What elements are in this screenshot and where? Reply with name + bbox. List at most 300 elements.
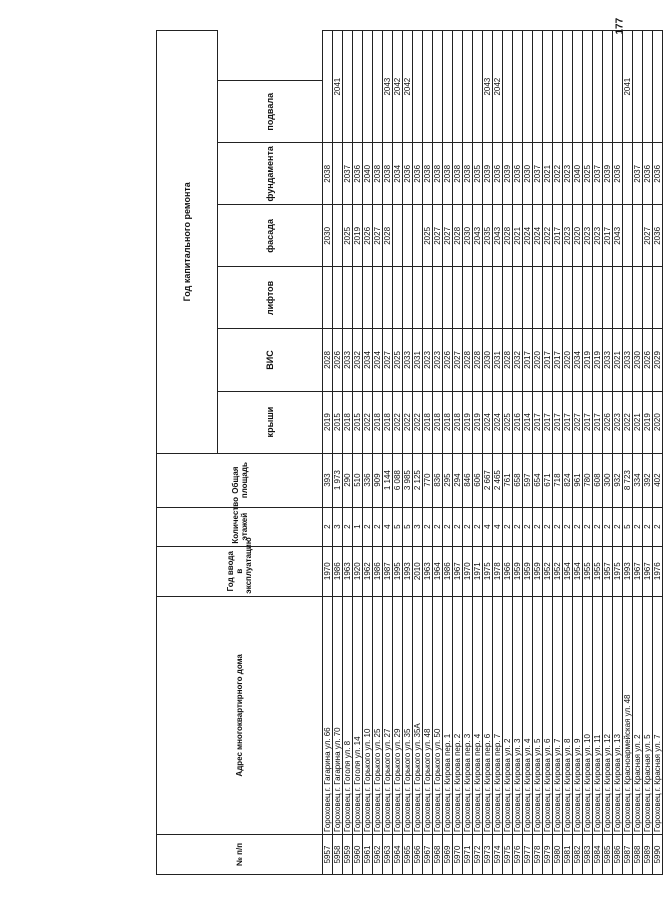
cell-foundation: 2037 [343,143,353,205]
cell-floors: 2 [363,507,373,546]
cell-vis: 2023 [423,329,433,391]
table-row [493,31,503,875]
cell-year: 1967 [643,546,653,596]
cell-roof: 2017 [593,391,603,453]
cell-lifts [363,267,373,329]
cell-area: 780 [583,453,593,507]
table-row [603,31,613,875]
cell-basement [503,31,513,143]
cell-roof: 2019 [323,391,333,453]
table-body [323,31,663,875]
cell-foundation: 2037 [593,143,603,205]
cell-year: 1964 [433,546,443,596]
cell-num: 5959 [343,834,353,874]
cell-num: 5967 [423,834,433,874]
cell-floors: 5 [393,507,403,546]
cell-num: 5969 [443,834,453,874]
cell-year: 1986 [333,546,343,596]
cell-area: 6 088 [393,453,403,507]
cell-facade: 2043 [613,205,623,267]
cell-lifts [323,267,333,329]
cell-num: 5984 [593,834,603,874]
cell-vis: 2030 [633,329,643,391]
cell-foundation: 2038 [423,143,433,205]
cell-floors: 2 [343,507,353,546]
repair-schedule-table [156,30,663,875]
cell-num: 5958 [333,834,343,874]
cell-facade [633,205,643,267]
cell-area: 770 [423,453,433,507]
cell-floors: 4 [483,507,493,546]
cell-floors: 2 [603,507,613,546]
cell-address: Гороховец г. Горького ул. 50 [433,596,443,834]
cell-roof: 2027 [573,391,583,453]
cell-roof: 2018 [433,391,443,453]
cell-num: 5988 [633,834,643,874]
cell-area: 392 [643,453,653,507]
cell-vis: 2019 [593,329,603,391]
cell-basement [613,31,623,143]
cell-floors: 2 [423,507,433,546]
cell-address: Гороховец г. Кирова ул. 5 [533,596,543,834]
cell-basement [463,31,473,143]
cell-lifts [633,267,643,329]
cell-vis: 2026 [643,329,653,391]
cell-roof: 2018 [453,391,463,453]
cell-year: 1954 [573,546,583,596]
cell-num: 5962 [373,834,383,874]
cell-foundation: 2038 [463,143,473,205]
table-row [613,31,623,875]
cell-address: Гороховец г. Кирова пер. 6 [483,596,493,834]
cell-vis: 2020 [533,329,543,391]
cell-foundation: 2039 [503,143,513,205]
cell-basement [563,31,573,143]
cell-year: 1954 [563,546,573,596]
cell-foundation: 2038 [433,143,443,205]
cell-area: 2 667 [483,453,493,507]
cell-foundation: 2036 [653,143,663,205]
cell-lifts [353,267,363,329]
cell-vis: 2034 [573,329,583,391]
cell-floors: 2 [563,507,573,546]
table-row [333,31,343,875]
table-row [473,31,483,875]
cell-address: Гороховец г. Кирова пер. 3 [463,596,473,834]
cell-roof: 2022 [403,391,413,453]
cell-area: 336 [363,453,373,507]
cell-area: 932 [613,453,623,507]
cell-roof: 2017 [563,391,573,453]
cell-floors: 4 [383,507,393,546]
cell-facade [623,205,633,267]
cell-address: Гороховец г. Красная ул. 2 [633,596,643,834]
header-area: Общая площадь [157,453,323,507]
cell-area: 824 [563,453,573,507]
cell-year: 1995 [393,546,403,596]
cell-facade: 2026 [363,205,373,267]
cell-foundation: 2036 [513,143,523,205]
cell-basement [513,31,523,143]
cell-num: 5974 [493,834,503,874]
cell-num: 5960 [353,834,363,874]
cell-lifts [483,267,493,329]
cell-year: 1959 [533,546,543,596]
cell-facade: 2043 [493,205,503,267]
cell-num: 5979 [543,834,553,874]
cell-vis: 2026 [333,329,343,391]
cell-year: 1963 [423,546,433,596]
header-foundation: фундамента [218,143,323,205]
cell-foundation [333,143,343,205]
cell-floors: 2 [553,507,563,546]
cell-facade: 2030 [463,205,473,267]
table-row [463,31,473,875]
cell-year: 1993 [403,546,413,596]
cell-year: 1963 [343,546,353,596]
cell-facade: 2024 [533,205,543,267]
cell-address: Гороховец г. Красная ул. 7 [653,596,663,834]
cell-lifts [623,267,633,329]
cell-basement [473,31,483,143]
cell-facade: 2027 [373,205,383,267]
table-row [573,31,583,875]
cell-num: 5983 [583,834,593,874]
cell-year: 1955 [583,546,593,596]
cell-roof: 2017 [543,391,553,453]
cell-foundation: 2038 [453,143,463,205]
cell-roof: 2017 [583,391,593,453]
cell-foundation: 2038 [443,143,453,205]
table-row [323,31,333,875]
cell-basement [343,31,353,143]
cell-address: Гороховец г. Кирова пер. 1 [443,596,453,834]
cell-floors: 2 [573,507,583,546]
cell-facade: 2027 [443,205,453,267]
cell-address: Гороховец г. Кирова пер. 2 [453,596,463,834]
cell-area: 654 [533,453,543,507]
cell-vis: 2028 [323,329,333,391]
cell-basement [543,31,553,143]
cell-basement [373,31,383,143]
cell-area: 290 [343,453,353,507]
header-roof: крыши [218,391,323,453]
cell-facade [333,205,343,267]
cell-year: 1975 [613,546,623,596]
cell-vis: 2027 [383,329,393,391]
cell-facade: 2027 [643,205,653,267]
header-num: № п/п [157,834,323,874]
cell-foundation: 2037 [533,143,543,205]
cell-address: Гороховец г. Кирова ул. 2 [503,596,513,834]
cell-area: 402 [653,453,663,507]
cell-year: 1978 [493,546,503,596]
table-row [633,31,643,875]
cell-facade: 2024 [523,205,533,267]
cell-area: 393 [323,453,333,507]
cell-num: 5989 [643,834,653,874]
cell-foundation: 2023 [563,143,573,205]
cell-area: 1 973 [333,453,343,507]
cell-basement [453,31,463,143]
cell-foundation: 2040 [363,143,373,205]
cell-basement: 2042 [403,31,413,143]
cell-roof: 2022 [623,391,633,453]
cell-vis: 2032 [513,329,523,391]
cell-area: 295 [443,453,453,507]
cell-basement: 2042 [493,31,503,143]
table-row [643,31,653,875]
cell-basement [443,31,453,143]
cell-roof: 2024 [493,391,503,453]
cell-floors: 2 [453,507,463,546]
cell-lifts [333,267,343,329]
cell-facade: 2025 [423,205,433,267]
cell-basement [363,31,373,143]
cell-facade: 2017 [603,205,613,267]
cell-num: 5982 [573,834,583,874]
cell-basement [603,31,613,143]
cell-area: 3 985 [403,453,413,507]
table-row [533,31,543,875]
cell-foundation: 2025 [583,143,593,205]
cell-facade: 2043 [473,205,483,267]
cell-num: 5973 [483,834,493,874]
cell-lifts [593,267,603,329]
cell-address: Гороховец г. Кирова ул. 8 [563,596,573,834]
cell-year: 1966 [503,546,513,596]
cell-lifts [513,267,523,329]
cell-vis: 2030 [483,329,493,391]
cell-num: 5981 [563,834,573,874]
cell-num: 5970 [453,834,463,874]
cell-year: 1959 [513,546,523,596]
table-row [523,31,533,875]
cell-year: 1975 [483,546,493,596]
cell-address: Гороховец г. Горького ул. 35 [403,596,413,834]
table-row [553,31,563,875]
cell-roof: 2018 [373,391,383,453]
cell-address: Гороховец г. Кирова ул. 11 [593,596,603,834]
cell-area: 658 [513,453,523,507]
cell-lifts [453,267,463,329]
cell-facade [393,205,403,267]
cell-lifts [543,267,553,329]
cell-roof: 2014 [523,391,533,453]
table-row [403,31,413,875]
cell-basement [593,31,603,143]
cell-facade: 2035 [483,205,493,267]
table-row [353,31,363,875]
cell-lifts [533,267,543,329]
cell-floors: 2 [513,507,523,546]
cell-floors: 5 [623,507,633,546]
table-row [373,31,383,875]
cell-area: 718 [553,453,563,507]
cell-lifts [653,267,663,329]
cell-num: 5980 [553,834,563,874]
cell-foundation: 2040 [573,143,583,205]
cell-floors: 1 [353,507,363,546]
cell-basement [633,31,643,143]
table-row [653,31,663,875]
cell-facade [413,205,423,267]
cell-lifts [523,267,533,329]
cell-area: 846 [463,453,473,507]
cell-foundation: 2038 [323,143,333,205]
cell-lifts [613,267,623,329]
cell-foundation: 2036 [493,143,503,205]
cell-basement [323,31,333,143]
cell-foundation: 2038 [373,143,383,205]
cell-foundation: 2036 [403,143,413,205]
cell-facade: 2030 [323,205,333,267]
header-address: Адрес многоквартирного дома [157,596,323,834]
cell-basement: 2041 [623,31,633,143]
cell-floors: 2 [503,507,513,546]
table-row [433,31,443,875]
cell-vis: 2025 [393,329,403,391]
cell-area: 608 [593,453,603,507]
cell-facade: 2020 [573,205,583,267]
cell-vis: 2032 [353,329,363,391]
cell-lifts [493,267,503,329]
cell-foundation: 2034 [393,143,403,205]
cell-year: 1920 [353,546,363,596]
cell-address: Гороховец г. Горького ул. 29 [393,596,403,834]
cell-basement: 2042 [393,31,403,143]
cell-lifts [583,267,593,329]
cell-lifts [403,267,413,329]
cell-num: 5977 [523,834,533,874]
cell-lifts [573,267,583,329]
cell-floors: 2 [463,507,473,546]
cell-vis: 2017 [543,329,553,391]
cell-num: 5963 [383,834,393,874]
header-year: Год ввода в эксплуатацию [157,546,323,596]
cell-facade: 2036 [653,205,663,267]
cell-year: 1970 [323,546,333,596]
cell-num: 5972 [473,834,483,874]
cell-floors: 4 [493,507,503,546]
cell-lifts [393,267,403,329]
cell-floors: 2 [373,507,383,546]
cell-vis: 2026 [443,329,453,391]
cell-year: 1955 [593,546,603,596]
cell-basement: 2043 [383,31,393,143]
cell-year: 1970 [463,546,473,596]
cell-num: 5986 [613,834,623,874]
cell-address: Гороховец г. Горького ул. 25 [373,596,383,834]
cell-foundation: 2036 [643,143,653,205]
cell-floors: 2 [643,507,653,546]
cell-roof: 2018 [443,391,453,453]
cell-vis: 2031 [413,329,423,391]
cell-roof: 2022 [363,391,373,453]
cell-basement: 2043 [483,31,493,143]
cell-foundation: 2022 [553,143,563,205]
cell-address: Гороховец г. Гагарина ул. 66 [323,596,333,834]
cell-num: 5987 [623,834,633,874]
cell-area: 294 [453,453,463,507]
cell-lifts [343,267,353,329]
cell-foundation: 2038 [383,143,393,205]
cell-facade: 2017 [553,205,563,267]
cell-num: 5961 [363,834,373,874]
cell-year: 1976 [653,546,663,596]
cell-floors: 2 [653,507,663,546]
cell-address: Гороховец г. Кирова ул. 7 [553,596,563,834]
cell-lifts [463,267,473,329]
cell-facade: 2019 [353,205,363,267]
cell-year: 1986 [373,546,383,596]
cell-floors: 2 [633,507,643,546]
cell-basement [523,31,533,143]
cell-basement [423,31,433,143]
cell-facade: 2023 [583,205,593,267]
cell-facade: 2021 [513,205,523,267]
cell-floors: 2 [433,507,443,546]
table-row [453,31,463,875]
cell-address: Гороховец г. Кирова ул. 12 [603,596,613,834]
cell-basement [573,31,583,143]
cell-address: Гороховец г. Горького ул. 27 [383,596,393,834]
cell-year: 1967 [633,546,643,596]
cell-basement: 2041 [333,31,343,143]
cell-roof: 2023 [613,391,623,453]
cell-address: Гороховец г. Горького ул. 10 [363,596,373,834]
cell-vis: 2033 [623,329,633,391]
table-row [513,31,523,875]
table-row [583,31,593,875]
cell-facade [403,205,413,267]
cell-address: Гороховец г. Кирова ул. 9 [573,596,583,834]
cell-lifts [373,267,383,329]
cell-vis: 2024 [373,329,383,391]
cell-area: 334 [633,453,643,507]
cell-address: Гороховец г. Кирова ул. 13 [613,596,623,834]
page-number: 177 [614,17,626,35]
cell-vis: 2028 [503,329,513,391]
cell-area: 909 [373,453,383,507]
cell-area: 597 [523,453,533,507]
cell-address: Гороховец г. Красноармейская ул. 48 [623,596,633,834]
cell-year: 1971 [473,546,483,596]
table-row [483,31,493,875]
cell-num: 5965 [403,834,413,874]
table-row [393,31,403,875]
cell-address: Гороховец г. Кирова ул. 3 [513,596,523,834]
cell-facade: 2028 [503,205,513,267]
cell-basement [653,31,663,143]
cell-facade: 2027 [433,205,443,267]
cell-num: 5964 [393,834,403,874]
cell-floors: 2 [473,507,483,546]
cell-foundation: 2036 [353,143,363,205]
header-lifts: лифтов [218,267,323,329]
cell-area: 2 125 [413,453,423,507]
cell-floors: 2 [323,507,333,546]
table-row [563,31,573,875]
cell-foundation: 2037 [633,143,643,205]
table-row [383,31,393,875]
cell-roof: 2020 [653,391,663,453]
cell-floors: 2 [443,507,453,546]
table-row [593,31,603,875]
cell-area: 2 465 [493,453,503,507]
cell-address: Гороховец г. Горького ул. 35А [413,596,423,834]
cell-foundation: 2030 [523,143,533,205]
